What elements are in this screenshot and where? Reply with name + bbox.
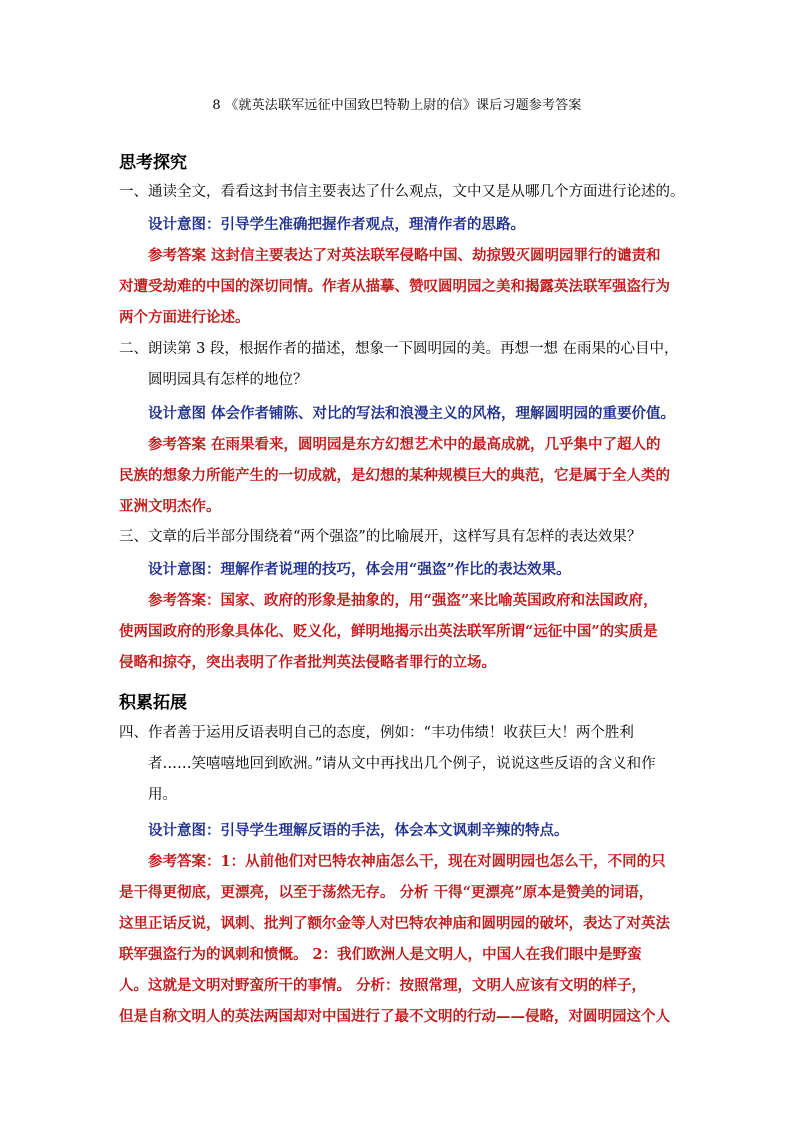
answer-4-line: 人。这就是文明对野蛮所干的事情。 分析：按照常理，文明人应该有文明的样子， (119, 977, 647, 994)
question-4-line: 者……笑嘻嘻地回到欧洲。”请从文中再找出几个例子，说说这些反语的含义和作 (148, 756, 656, 772)
answer-2-line: 参考答案 在雨果看来，圆明园是东方幻想艺术中的最高成就，几乎集中了超人的 (148, 436, 661, 453)
design-intent-1 (119, 209, 679, 240)
answer-1-line: 两个方面进行论述。 (119, 309, 250, 326)
answer-2-line: 民族的想象力所能产生的一切成就，是幻想的某种规模巨大的典范，它是属于全人类的 (119, 467, 670, 484)
design-intent-3 (119, 554, 679, 585)
design-intent-3-text: 设计意图：理解作者说理的技巧，体会用“强盗”作比的表达效果。 (148, 561, 571, 578)
question-2-line: 圆明园具有怎样的地位？ (148, 372, 308, 388)
answer-3-line: 使两国政府的形象具体化、贬义化，鲜明地揭示出英法联军所谓“远征中国”的实质是 (119, 623, 658, 640)
answer-1 (119, 240, 679, 333)
design-intent-4 (119, 815, 679, 846)
answer-2-line: 亚洲文明杰作。 (119, 498, 221, 515)
design-intent-2-text: 设计意图 体会作者铺陈、对比的写法和浪漫主义的风格，理解圆明园的重要价值。 (148, 405, 676, 422)
section-heading-thinking: 思考探究 (119, 153, 187, 173)
answer-2 (119, 429, 679, 522)
answer-3 (119, 585, 679, 678)
question-1-line: 一、通读全文，看看这封书信主要表达了什么观点，文中又是从哪几个方面进行论述的。 (119, 184, 685, 200)
document-title: 8 《就英法联军远征中国致巴特勒上尉的信》课后习题参考答案 (212, 98, 582, 113)
question-4 (119, 718, 679, 811)
answer-3-line: 侵略和掠夺，突出表明了作者批判英法侵略者罪行的立场。 (119, 654, 496, 671)
design-intent-1-text: 设计意图：引导学生准确把握作者观点，理清作者的思路。 (148, 216, 525, 233)
question-1 (119, 177, 685, 208)
answer-4 (119, 846, 679, 1032)
question-3 (119, 522, 679, 553)
answer-4-line: 参考答案：1：从前他们对巴特农神庙怎么干，现在对圆明园也怎么干，不同的只 (148, 853, 666, 870)
question-4-line: 四、作者善于运用反语表明自己的态度，例如：“丰功伟绩！收获巨大！两个胜利 (119, 725, 634, 741)
answer-4-line: 这里正话反说，讽刺、批判了额尔金等人对巴特农神庙和圆明园的破坏，表达了对英法 (119, 915, 670, 932)
answer-4-line: 但是自称文明人的英法两国却对中国进行了最不文明的行动——侵略，对圆明园这个人 (119, 1008, 670, 1025)
design-intent-2 (119, 398, 679, 429)
question-4-line: 用。 (148, 787, 177, 803)
answer-4-line: 联军强盗行为的讽刺和愤慨。 2：我们欧洲人是文明人，中国人在我们眼中是野蛮 (119, 946, 642, 963)
design-intent-4-text: 设计意图：引导学生理解反语的手法，体会本文讽刺辛辣的特点。 (148, 822, 569, 839)
answer-1-line: 参考答案 这封信主要表达了对英法联军侵略中国、劫掠毁灭圆明园罪行的谴责和 (148, 247, 661, 264)
section-heading-extension: 积累拓展 (119, 693, 187, 713)
question-3-line: 三、文章的后半部分围绕着“两个强盗”的比喻展开，这样写具有怎样的表达效果？ (119, 529, 642, 545)
answer-1-line: 对遭受劫难的中国的深切同情。作者从描摹、赞叹圆明园之美和揭露英法联军强盗行为 (119, 278, 670, 295)
answer-3-line: 参考答案：国家、政府的形象是抽象的，用“强盗”来比喻英国政府和法国政府， (148, 592, 658, 609)
question-2-line: 二、朗读第 3 段，根据作者的描述，想象一下圆明园的美。再想一想 在雨果的心目中， (119, 341, 679, 357)
answer-4-line: 是干得更彻底，更漂亮，以至于荡然无存。 分析 干得“更漂亮”原本是赞美的词语， (119, 884, 654, 901)
question-2 (119, 334, 679, 396)
